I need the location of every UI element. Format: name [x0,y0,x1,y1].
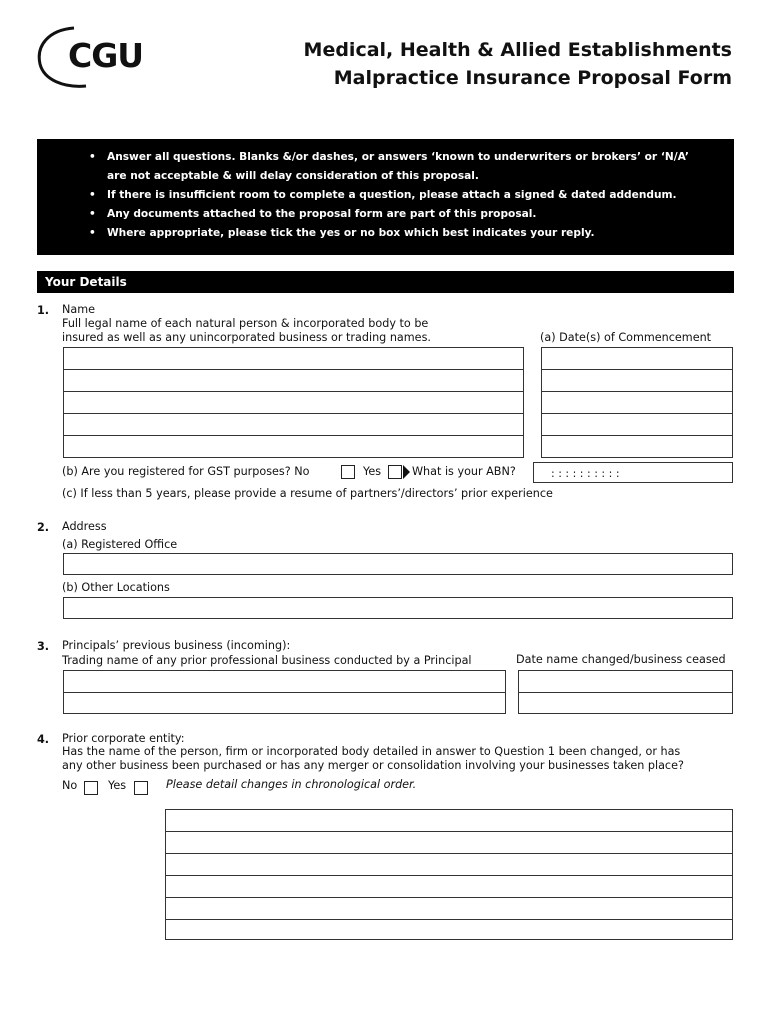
q3-trading-name-table[interactable] [63,670,506,714]
q4-label: Prior corporate entity: [62,732,185,745]
gst-no-checkbox[interactable] [341,465,355,479]
q4-no-label: No [62,779,78,792]
registered-office-field[interactable] [63,553,733,575]
title-line-1: Medical, Health & Allied Establishments [303,39,732,61]
q3-number: 3. [37,640,50,653]
section-header-your-details: Your Details [37,271,734,293]
q4-note: Please detail changes in chronological order. [166,778,417,791]
q2-b-label: (b) Other Locations [62,581,170,594]
q4-yes-checkbox[interactable] [134,781,148,795]
q4-desc-line1: Has the name of the person, firm or incorporated body detailed in answer to Question 1 been changed, or has [62,745,681,758]
q1-c-label: (c) If less than 5 years, please provide a resume of partners’/directors’ prior experience [62,487,553,500]
gst-yes-label: Yes [363,465,382,478]
instruction-item: • Answer all questions. Blanks &/or dashes, or answers ‘known to underwriters or brokers’ or ‘N/A’ [89,151,689,163]
q1-date-table[interactable] [541,347,733,458]
q4-desc-line2: any other business been purchased or has any merger or consolidation involving your businesses taken place? [62,759,684,772]
q2-a-label: (a) Registered Office [62,538,178,551]
other-locations-field[interactable] [63,597,733,619]
q1-name-table[interactable] [63,347,524,458]
q3-date-label: Date name changed/business ceased [516,653,726,666]
gst-yes-checkbox[interactable] [388,465,402,479]
q3-desc: Trading name of any prior professional business conducted by a Principal [62,654,472,667]
instruction-item-continued: are not acceptable & will delay consideration of this proposal. [107,170,479,182]
q1-desc-line1: Full legal name of each natural person & incorporated body to be [62,317,429,330]
abn-input[interactable] [533,462,733,483]
q4-yes-label: Yes [108,779,127,792]
instructions-box [37,139,734,255]
page-title [304,36,732,92]
q4-no-checkbox[interactable] [84,781,98,795]
instruction-item: • If there is insufficient room to complete a question, please attach a signed & dated addendum. [89,189,677,201]
instruction-item: • Where appropriate, please tick the yes or no box which best indicates your reply. [89,227,595,239]
q1-date-label: (a) Date(s) of Commencement [540,331,712,344]
q4-changes-table[interactable] [165,809,733,940]
q2-label: Address [62,520,107,533]
q2-number: 2. [37,521,50,534]
q3-date-table[interactable] [518,670,733,714]
instruction-item: • Any documents attached to the proposal form are part of this proposal. [89,208,537,220]
logo-text: CGU [68,36,144,75]
q1-desc-line2: insured as well as any unincorporated business or trading names. [62,331,431,344]
q1-gst-label: (b) Are you registered for GST purposes? No [62,465,310,478]
arrow-right-icon [403,465,410,479]
q1-number: 1. [37,304,50,317]
q4-number: 4. [37,733,50,746]
title-line-2: Malpractice Insurance Proposal Form [333,67,732,89]
q3-label: Principals’ previous business (incoming): [62,639,291,652]
cgu-logo [34,24,154,88]
q1-label: Name [62,303,96,316]
abn-mask: : : : : : : : : : : [551,467,620,480]
abn-label: What is your ABN? [412,465,516,478]
